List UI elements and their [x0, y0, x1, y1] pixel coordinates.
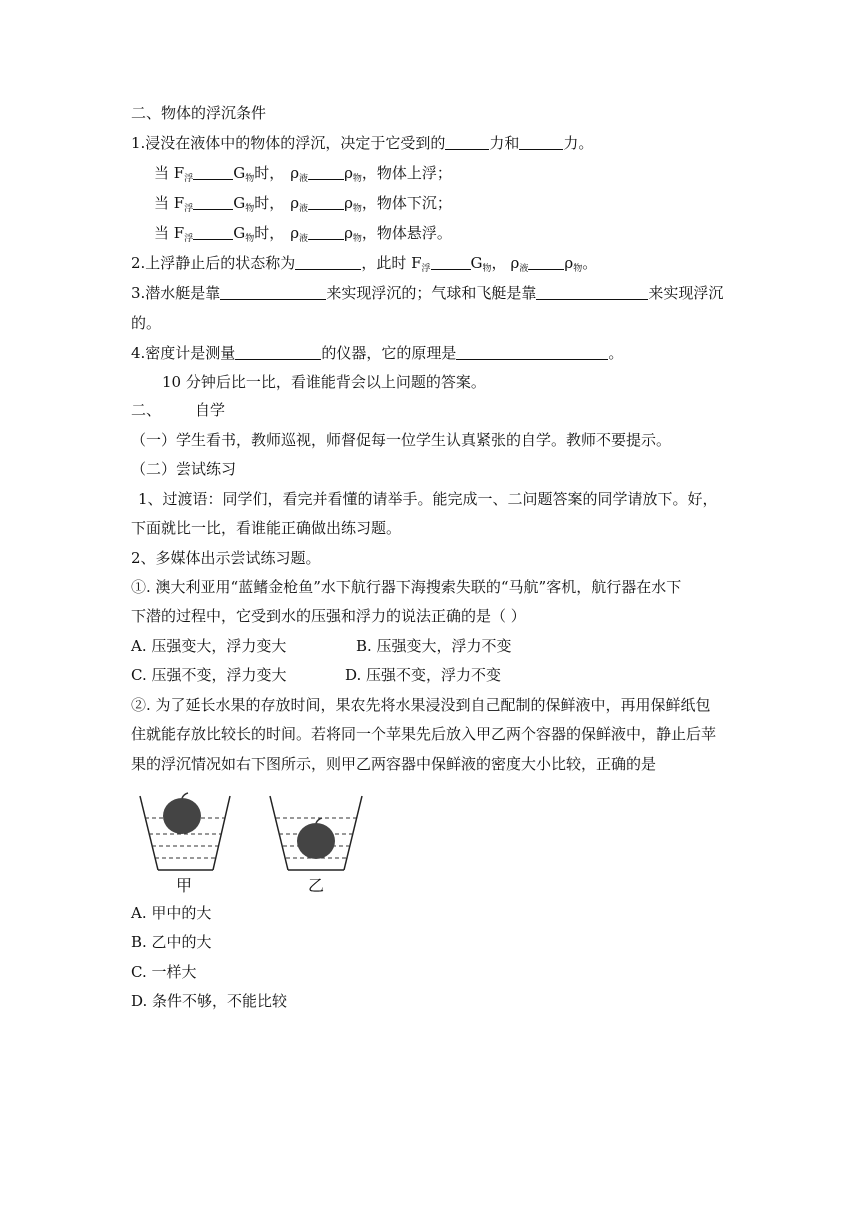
q3-suffix: 来实现浮沉 [648, 284, 724, 302]
section-heading [131, 400, 225, 420]
question-3-continued: 的。 [131, 314, 162, 332]
rho-symbol: ρ [290, 224, 300, 242]
q1-suffix: 力。 [563, 134, 594, 152]
question-3 [131, 283, 723, 303]
answer-blank [308, 224, 344, 240]
rho-symbol: ρ [564, 254, 574, 272]
condition-line-suspend [154, 223, 452, 249]
subscript-object: 物 [245, 174, 255, 184]
answer-blank [431, 254, 471, 270]
question-text: 下潜的过程中，它受到水的压强和浮力的说法正确的是（ ） [131, 607, 526, 625]
subscript-float: 浮 [184, 234, 194, 244]
time-word: 时， [254, 194, 285, 212]
comma: ， [491, 254, 507, 272]
apple-icon [297, 818, 335, 859]
comma: ， [361, 224, 377, 242]
heading-text: 自学 [195, 401, 226, 419]
rho-symbol: ρ [290, 194, 300, 212]
subscript-liquid: 液 [519, 264, 529, 274]
answer-blank [235, 344, 321, 360]
result-text: 物体下沉； [376, 194, 452, 212]
paragraph: 下面就比一比，看谁能正确做出练习题。 [131, 519, 402, 537]
comma: ， [361, 164, 377, 182]
question-text: 果的浮沉情况如右下图所示，则甲乙两容器中保鲜液的密度大小比较，正确的是 [131, 755, 657, 773]
rho-symbol: ρ [344, 224, 353, 242]
question-text: 住就能存放比较长的时间。若将同一个苹果先后放入甲乙两个容器的保鲜液中，静止后苹 [131, 725, 717, 743]
question-4 [131, 343, 623, 363]
figure-label-yi: 乙 [308, 876, 325, 895]
answer-blank [193, 224, 233, 240]
subscript-object: 物 [352, 234, 362, 244]
answer-blank [220, 284, 326, 300]
subscript-liquid: 液 [299, 204, 309, 214]
q3-prefix: 3.潜水艇是靠 [131, 284, 221, 302]
subscript-liquid: 液 [299, 174, 309, 184]
answer-blank [193, 164, 233, 180]
option-d: D. 压强不变，浮力不变 [345, 666, 502, 684]
subscript-object: 物 [573, 264, 583, 274]
q4-prefix: 4.密度计是测量 [131, 344, 236, 362]
q1-mid: 力和 [489, 134, 520, 152]
answer-blank [536, 284, 648, 300]
option-b: B. 压强变大，浮力不变 [356, 637, 512, 655]
subscript-float: 浮 [184, 204, 194, 214]
g-symbol: G [233, 194, 246, 212]
g-symbol: G [233, 224, 246, 242]
figure-label-jia: 甲 [176, 876, 193, 895]
q3-mid: 来实现浮沉的；气球和飞艇是靠 [326, 284, 537, 302]
question-text: ①. 澳大利亚用“蓝鳍金枪鱼”水下航行器下海搜索失联的“马航”客机，航行器在水下 [131, 578, 682, 596]
rho-symbol: ρ [344, 194, 353, 212]
answer-blank [519, 134, 563, 150]
option-a: A. 甲中的大 [131, 904, 212, 922]
option-c: C. 压强不变，浮力变大 [131, 666, 287, 684]
question-1 [131, 133, 593, 153]
subscript-object: 物 [352, 204, 362, 214]
result-text: 物体悬浮。 [376, 224, 452, 242]
q4-suffix: 。 [608, 344, 624, 362]
section-heading: 二、物体的浮沉条件 [131, 104, 267, 122]
rho-symbol: ρ [510, 254, 520, 272]
condition-line-rise [154, 163, 452, 189]
subscript-object: 物 [482, 264, 492, 274]
paragraph: （二）尝试练习 [131, 460, 237, 478]
condition-prefix: 当 F [154, 194, 185, 212]
containers-figure [138, 790, 370, 874]
answer-blank [295, 254, 361, 270]
subscript-float: 浮 [184, 174, 194, 184]
g-symbol: G [233, 164, 246, 182]
question-text: ②. 为了延长水果的存放时间，果农先将水果浸没到自己配制的保鲜液中，再用保鲜纸包 [131, 696, 711, 714]
note: 10 分钟后比一比，看谁能背会以上问题的答案。 [162, 373, 486, 391]
subscript-float: 浮 [421, 264, 431, 274]
apple-icon [163, 793, 201, 834]
subscript-liquid: 液 [299, 234, 309, 244]
subscript-object: 物 [245, 234, 255, 244]
answer-blank [308, 194, 344, 210]
rho-symbol: ρ [290, 164, 300, 182]
time-word: 时， [254, 224, 285, 242]
answer-blank [456, 344, 608, 360]
result-text: 物体上浮； [376, 164, 452, 182]
time-word: 时， [254, 164, 285, 182]
q2-end: 。 [582, 254, 598, 272]
paragraph: 2、多媒体出示尝试练习题。 [131, 549, 321, 567]
option-d: D. 条件不够，不能比较 [131, 992, 288, 1010]
condition-prefix: 当 F [154, 164, 185, 182]
comma: ， [361, 194, 377, 212]
q2-prefix: 2.上浮静止后的状态称为 [131, 254, 296, 272]
subscript-object: 物 [352, 174, 362, 184]
q1-prefix: 1.浸没在液体中的物体的浮沉，决定于它受到的 [131, 134, 446, 152]
g-symbol: G [470, 254, 483, 272]
subscript-object: 物 [245, 204, 255, 214]
question-2 [131, 253, 597, 279]
answer-blank [308, 164, 344, 180]
rho-symbol: ρ [344, 164, 353, 182]
condition-prefix: 当 F [154, 224, 185, 242]
option-a: A. 压强变大，浮力变大 [131, 637, 287, 655]
heading-number: 二、 [131, 401, 162, 419]
paragraph: 1、过渡语：同学们，看完并看懂的请举手。能完成一、二问题答案的同学请放下。好， [138, 490, 718, 508]
paragraph: （一）学生看书，教师巡视，师督促每一位学生认真紧张的自学。教师不要提示。 [131, 431, 672, 449]
answer-blank [193, 194, 233, 210]
condition-line-sink [154, 193, 452, 219]
answer-blank [528, 254, 564, 270]
q2-mid: ，此时 F [361, 254, 422, 272]
option-b: B. 乙中的大 [131, 933, 212, 951]
answer-blank [445, 134, 489, 150]
q4-mid: 的仪器，它的原理是 [321, 344, 457, 362]
option-c: C. 一样大 [131, 963, 197, 981]
